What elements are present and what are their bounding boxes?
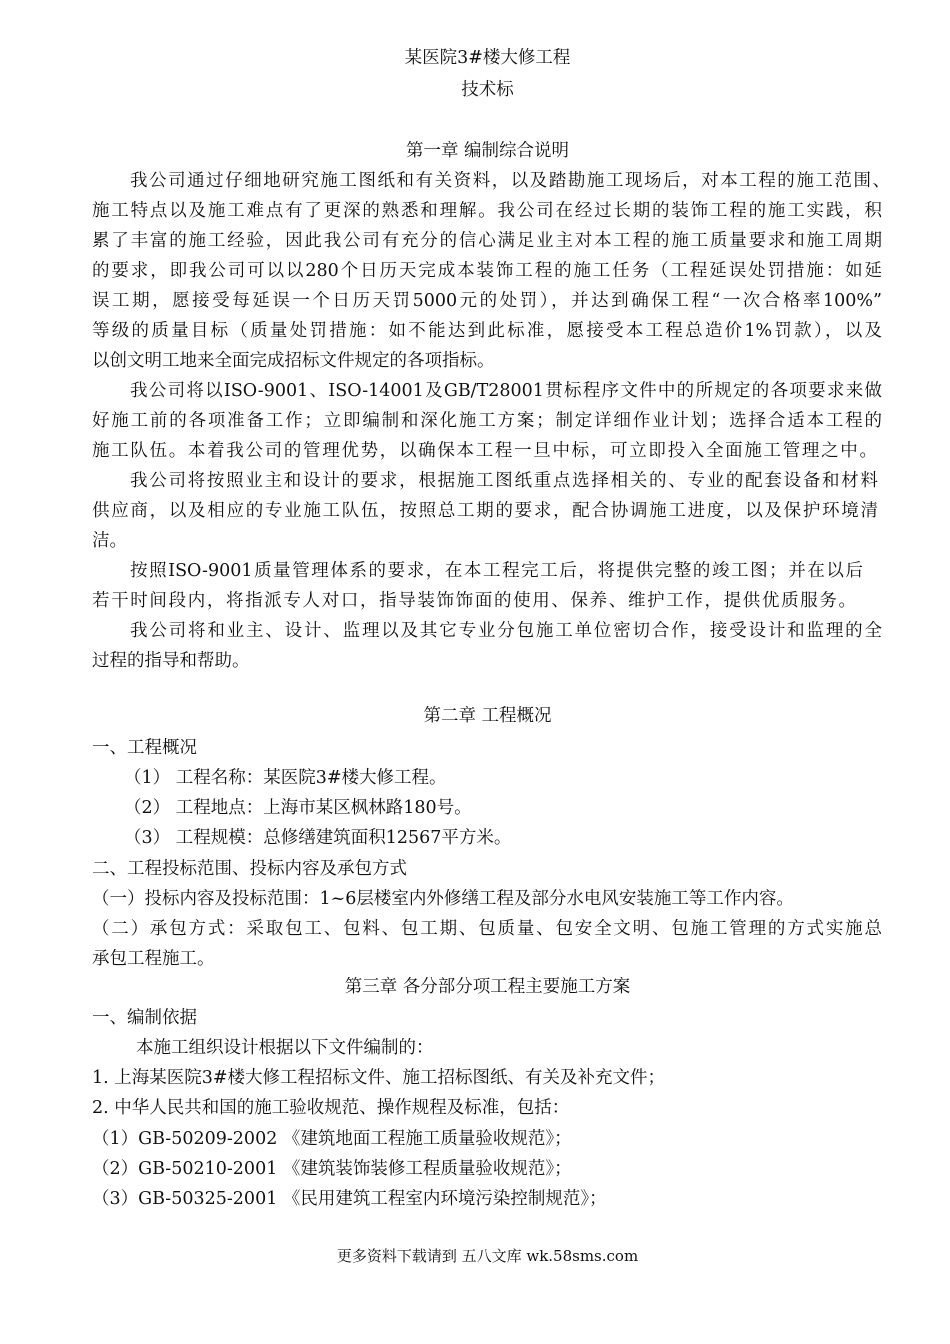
list-item: （2）GB-50210-2001 《建筑装饰装修工程质量验收规范》； (92, 1159, 572, 1179)
paragraph-line: 本施工组织设计根据以下文件编制的： (136, 1038, 434, 1058)
chapter1-para3-line1: 我公司将按照业主和设计的要求，根据施工图纸重点选择相关的、专业的配套设备和材料 (130, 471, 878, 491)
list-item: （3）GB-50325-2001 《民用建筑工程室内环境污染控制规范》； (92, 1189, 607, 1209)
paragraph-line: 承包工程施工。 (92, 949, 215, 969)
list-item: （1）GB-50209-2002 《建筑地面工程施工质量验收规范》； (92, 1129, 572, 1149)
chapter1-para4-line1: 按照ISO-9001质量管理体系的要求，在本工程完工后，将提供完整的竣工图；并在以后 (130, 561, 863, 581)
paragraph-line: （二）承包方式：采取包工、包料、包工期、包质量、包安全文明、包施工管理的方式实施总 (92, 919, 882, 939)
chapter1-para2-line2: 好施工前的各项准备工作；立即编制和深化施工方案；制定详细作业计划；选择合适本工程的 (92, 411, 882, 431)
list-item: 2. 中华人民共和国的施工验收规范、操作规程及标准，包括： (92, 1098, 570, 1118)
section-heading: 一、工程概况 (92, 738, 197, 758)
document-title: 某医院3#楼大修工程 (404, 48, 571, 68)
chapter1-para1-line6: 等级的质量目标（质量处罚措施：如不能达到此标准，愿接受本工程总造价1%罚款），以及 (92, 321, 882, 341)
chapter1-para5-line2: 过程的指导和帮助。 (92, 651, 250, 671)
chapter3-heading: 第三章 各分部分项工程主要施工方案 (344, 977, 631, 997)
chapter1-para3-line2: 供应商，以及相应的专业施工队伍，按照总工期的要求，配合协调施工进度，以及保护环境清 (92, 501, 878, 521)
document-subtitle: 技术标 (461, 80, 514, 100)
footer-link[interactable]: 更多资料下载请到 五八文库 wk.58sms.com (336, 1247, 639, 1265)
chapter1-para2-line3: 施工队伍。本着我公司的管理优势，以确保本工程一旦中标，可立即投入全面施工管理之中。 (92, 441, 877, 461)
chapter1-para1-line1: 我公司通过仔细地研究施工图纸和有关资料，以及踏勘施工现场后，对本工程的施工范围、 (130, 171, 890, 191)
chapter1-para1-line4: 的要求，即我公司可以以280个日历天完成本装饰工程的施工任务（工程延误处罚措施：如延 (92, 261, 882, 281)
list-item: （1） 工程名称：某医院3#楼大修工程。 (124, 768, 447, 788)
list-item: 1. 上海某医院3#楼大修工程招标文件、施工招标图纸、有关及补充文件； (92, 1068, 666, 1088)
chapter1-para1-line2: 施工特点以及施工难点有了更深的熟悉和理解。我公司在经过长期的装饰工程的施工实践，积 (92, 201, 882, 221)
chapter1-para1-line3: 累了丰富的施工经验，因此我公司有充分的信心满足业主对本工程的施工质量要求和施工周期 (92, 231, 882, 251)
chapter1-para5-line1: 我公司将和业主、设计、监理以及其它专业分包施工单位密切合作，接受设计和监理的全 (130, 621, 882, 641)
section-heading: 一、编制依据 (92, 1008, 197, 1028)
chapter2-heading: 第二章 工程概况 (423, 706, 552, 726)
chapter1-para3-line3: 洁。 (92, 531, 127, 551)
chapter1-para2-line1: 我公司将以ISO-9001、ISO-14001及GB/T28001贯标程序文件中的所规定的各项要求来做 (130, 381, 882, 401)
section-heading: 二、工程投标范围、投标内容及承包方式 (92, 859, 407, 879)
paragraph-line: （一）投标内容及投标范围：1~6层楼室内外修缮工程及部分水电风安装施工等工作内容。 (92, 889, 794, 909)
chapter1-para1-line7: 以创文明工地来全面完成招标文件规定的各项指标。 (92, 351, 495, 371)
chapter1-para4-line2: 若干时间段内，将指派专人对口，指导装饰饰面的使用、保养、维护工作，提供优质服务。 (92, 591, 856, 611)
list-item: （3） 工程规模：总修缮建筑面积12567平方米。 (124, 828, 512, 848)
chapter1-heading: 第一章 编制综合说明 (405, 141, 570, 161)
list-item: （2） 工程地点：上海市某区枫林路180号。 (124, 798, 472, 818)
chapter1-para1-line5: 误工期，愿接受每延误一个日历天罚5000元的处罚），并达到确保工程“一次合格率100%” (92, 291, 882, 311)
